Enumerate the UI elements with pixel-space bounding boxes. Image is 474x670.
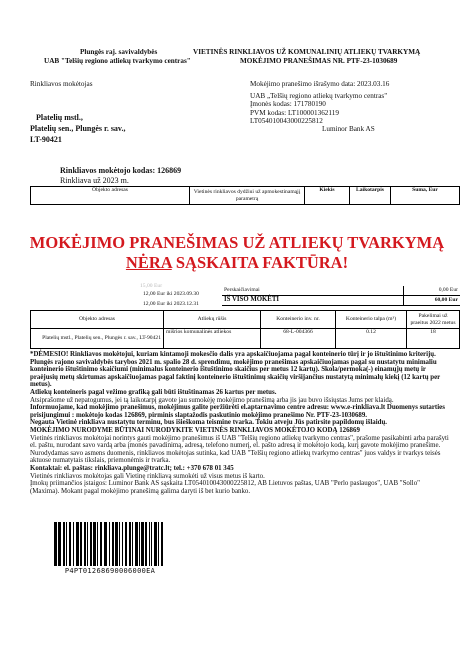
period-row-2-date: iki 2023.12.31 xyxy=(166,301,199,307)
barcode-bar xyxy=(73,522,74,566)
fee-header-table xyxy=(30,186,460,205)
header-fee-part: Vietinės rinkliavos dydžiui už apmokestinamąjį parametrą xyxy=(190,187,305,205)
center-name: UAB "Telšių regiono atliekų tvarkymo centras" xyxy=(44,57,191,65)
barcode-bar xyxy=(112,522,114,566)
barcode-bar xyxy=(132,522,133,566)
note-attention: *DĖMESIO! Rinkliavos mokėtojui, kuriam kintamoji mokesčio dalis yra apskaičiuojama pagal konteinerio tūrį ir jo ištuštinimo kriterijų. Plungės rajono savivaldybės tarybos 2021 m. spalio 28 d. sprendimu, mokėjimo pranešimas apskaičiuojamas pagal su nustatytu minimaliu konteinerio ištuštinimo skaičiumi (minimalus konteinerio ištuštinimo skaičius per metus 12 kartų). Skola/permoka(-) einamųjų metų ir praėjusių metų skirtumas apskaičiuojamas pagal faktinį konteinerio ištuštinimų skaičių viršijančius nustatytą minimalų kiekį (12 kartų per metus). xyxy=(30,351,441,389)
issuer-company-code: Įmonės kodas: 171780190 xyxy=(250,100,326,108)
barcode-bar xyxy=(151,522,152,566)
barcode-bar xyxy=(66,522,67,566)
container-header-waste-type: Atliekų rūšis xyxy=(164,311,261,329)
payer-label: Rinkliavos mokėtojas xyxy=(30,80,93,88)
barcode-bar xyxy=(104,522,107,566)
note-email-notification: Vietinės rinkliavos mokėtojai norintys gauti mokėjimo pranešimus iš UAB "Telšių regiono atliekų tvarkymo centras", prašome pasikabinti arba parašyti el. paštu, nurodant savo vardą arba įmonės pavadinimą, adresą, telefono numerį, el. pašto adresą ir mokėtojo kodą, kurį gavote mokėjimo pranešime. Nurodydamas savo asmens duomenis, rinkliavos mokėtojas sutinka, kad UAB "Telšių regiono atliekų tvarkymo centras" juos valdys ir tvarkys teisės aktuose numatytais tikslais, priemonėmis ir tvarka. xyxy=(30,434,449,465)
barcode-bar xyxy=(90,522,92,566)
header-period: Laikotarpis xyxy=(350,187,391,205)
barcode-bar xyxy=(109,522,110,566)
issuer-vat-code: PVM kodas: LT100001362119 xyxy=(250,109,339,117)
barcode-bar xyxy=(58,522,61,566)
totals-table xyxy=(222,286,460,306)
payer-address-1: Platelių mstl., xyxy=(36,113,83,122)
not-invoice-stamp-line1: MOKĖJIMO PRANEŠIMAS UŽ ATLIEKŲ TVARKYMĄ xyxy=(29,233,445,252)
header-amount: Suma, Eur xyxy=(391,187,460,205)
barcode-bar xyxy=(135,522,138,566)
period-row-1-amount: 12,00 Eur xyxy=(143,291,166,297)
barcode-bar xyxy=(69,522,71,566)
barcode-bar xyxy=(122,522,123,566)
barcode-bar xyxy=(129,522,131,566)
payer-address-3: LT-90421 xyxy=(30,135,62,144)
period-row-1 xyxy=(143,291,199,298)
note-enforcement: Negauta Vietinė rinkliava nustatytu terminu, bus išieškoma teismine tvarka. Tokiu atveju Jūs patirsite papildomų išlaidų. xyxy=(30,419,388,427)
barcode-bar xyxy=(145,522,147,566)
container-volume: 0.12 xyxy=(336,329,407,349)
issuer-name: UAB „Telšių regiono atliekų tvarkymo centras" xyxy=(250,92,388,100)
barcode-bar xyxy=(141,522,144,566)
barcode-bar xyxy=(139,522,140,566)
barcode-bar xyxy=(63,522,65,566)
barcode-bar xyxy=(149,522,150,566)
barcode-bar xyxy=(119,522,120,566)
issue-date: Mokėjimo pranešimo išrašymo data: 2023.03.16 xyxy=(250,80,390,88)
barcode-bar xyxy=(84,522,86,566)
container-table xyxy=(30,310,460,349)
issuer-account: LT054010043000225812 xyxy=(250,117,323,125)
payer-code: Rinkliavos mokėtojo kodas: 126869 xyxy=(60,166,182,175)
document-title: VIETINĖS RINKLIAVOS UŽ KOMUNALINIŲ ATLIEKŲ TVARKYMĄ xyxy=(193,48,421,56)
barcode-bar xyxy=(93,522,96,566)
note-payment-places: Įmokų priimančios įstaigos: Luminor Bank AS sąskaita LT054010043000225812, AB Lietuvos paštas, UAB "Perlo paslaugos", UAB "Sollo" (Maxima). Mokant pagal mokėjimo pranešimą galima daryti iš bet kurio banko. xyxy=(30,480,420,495)
note-full-year: Vietinės rinkliavos mokėtojas gali Vietinę rinkliavą sumokėti už visus metus iš karto. xyxy=(30,472,265,480)
barcode-bar xyxy=(100,522,102,566)
header-object-address: Objekto adresas xyxy=(31,187,190,205)
barcode-bar xyxy=(76,522,79,566)
period-row-2-amount: 12,00 Eur xyxy=(143,301,166,307)
barcode-bar xyxy=(87,522,88,566)
stamp-suffix: SĄSKAITA FAKTŪRA! xyxy=(171,253,349,272)
container-address: Platelių mstl., Platelių sen., Plungės r. sav., LT-90421 xyxy=(31,329,164,349)
container-header-pickups: Pakelimai už praeitus 2022 metus xyxy=(407,311,460,329)
document-number: MOKĖJIMO PRANEŠIMAS NR. PTF-23-1030689 xyxy=(240,57,398,65)
note-contacts: Kontaktai: el. paštas: rinkliava.plunge@tratc.lt; tel.: +370 678 01 345 xyxy=(30,464,234,472)
period-row-2 xyxy=(143,301,199,308)
barcode-bar xyxy=(97,522,98,566)
municipality-name: Plungės raj. savivaldybės xyxy=(80,48,158,56)
note-online-access: Informuojame, kad mokėjimo pranešimus, mokėjimus galite peržiūrėti el.aptarnavimo centre adresu: www.e-rinkliava.lt Duomenys sutarties prisijungimui : mokėtojo kodas 126869, pirminis slaptažodis paskutinio mokėjimo pranešimo Nr. PTF-23-1030689. xyxy=(30,404,445,419)
not-invoice-stamp-line2 xyxy=(0,253,474,272)
faded-amount: 15,00 Eur xyxy=(140,283,163,289)
barcode-bar xyxy=(54,522,57,566)
notes-block xyxy=(30,351,450,495)
barcode-bar xyxy=(125,522,127,566)
container-waste-type: mišrios komunalinės atliekos xyxy=(164,329,261,349)
payment-barcode xyxy=(54,522,166,566)
note-apology: Atsiprašome už nepatogumus, jei tą laikotarpį gavote jau sumokėję mokėjimo pranešimą arba jis jau buvo išsiųstas Jums per klaidą. xyxy=(30,396,394,404)
issuer-bank: Luminor Bank AS xyxy=(322,125,375,133)
header-quantity: Kiekis xyxy=(305,187,350,205)
barcode-bar xyxy=(161,522,163,566)
note-schedule: Atliekų konteineris pagal vežimo grafiką gali būti ištuštinamas 26 kartus per metus. xyxy=(30,388,277,396)
container-header-address: Objekto adresas xyxy=(31,311,164,329)
container-pickups: 18 xyxy=(407,329,460,349)
total-label: IŠ VISO MOKĖTI xyxy=(222,295,404,305)
barcode-bar xyxy=(154,522,157,566)
stamp-underlined: NĖRA xyxy=(125,253,172,272)
container-header-inv-no: Konteinerio inv. nr. xyxy=(261,311,336,329)
recalc-value: 0,00 Eur xyxy=(404,286,461,295)
fee-year: Rinkliava už 2023 m. xyxy=(60,176,129,185)
barcode-bar xyxy=(115,522,118,566)
container-header-volume: Konteinerio talpa (m³) xyxy=(336,311,407,329)
barcode-bar xyxy=(158,522,159,566)
note-payer-code: MOKĖJIMO NURODYME BŪTINAI NURODYKITE VIETINĖS RINKLIAVOS MOKĖTOJO KODĄ 126869 xyxy=(30,426,360,434)
barcode-text: P4PT01268690006000EA xyxy=(64,567,156,575)
total-value: 60,00 Eur xyxy=(404,295,461,305)
period-row-1-date: iki 2023.09.30 xyxy=(166,291,199,297)
container-inv-no: 68-L-004366 xyxy=(261,329,336,349)
barcode-bar xyxy=(80,522,82,566)
payer-address-2: Platelių sen., Plungės r. sav., xyxy=(30,124,126,133)
recalc-label: Perskaičiavimai xyxy=(222,286,404,295)
